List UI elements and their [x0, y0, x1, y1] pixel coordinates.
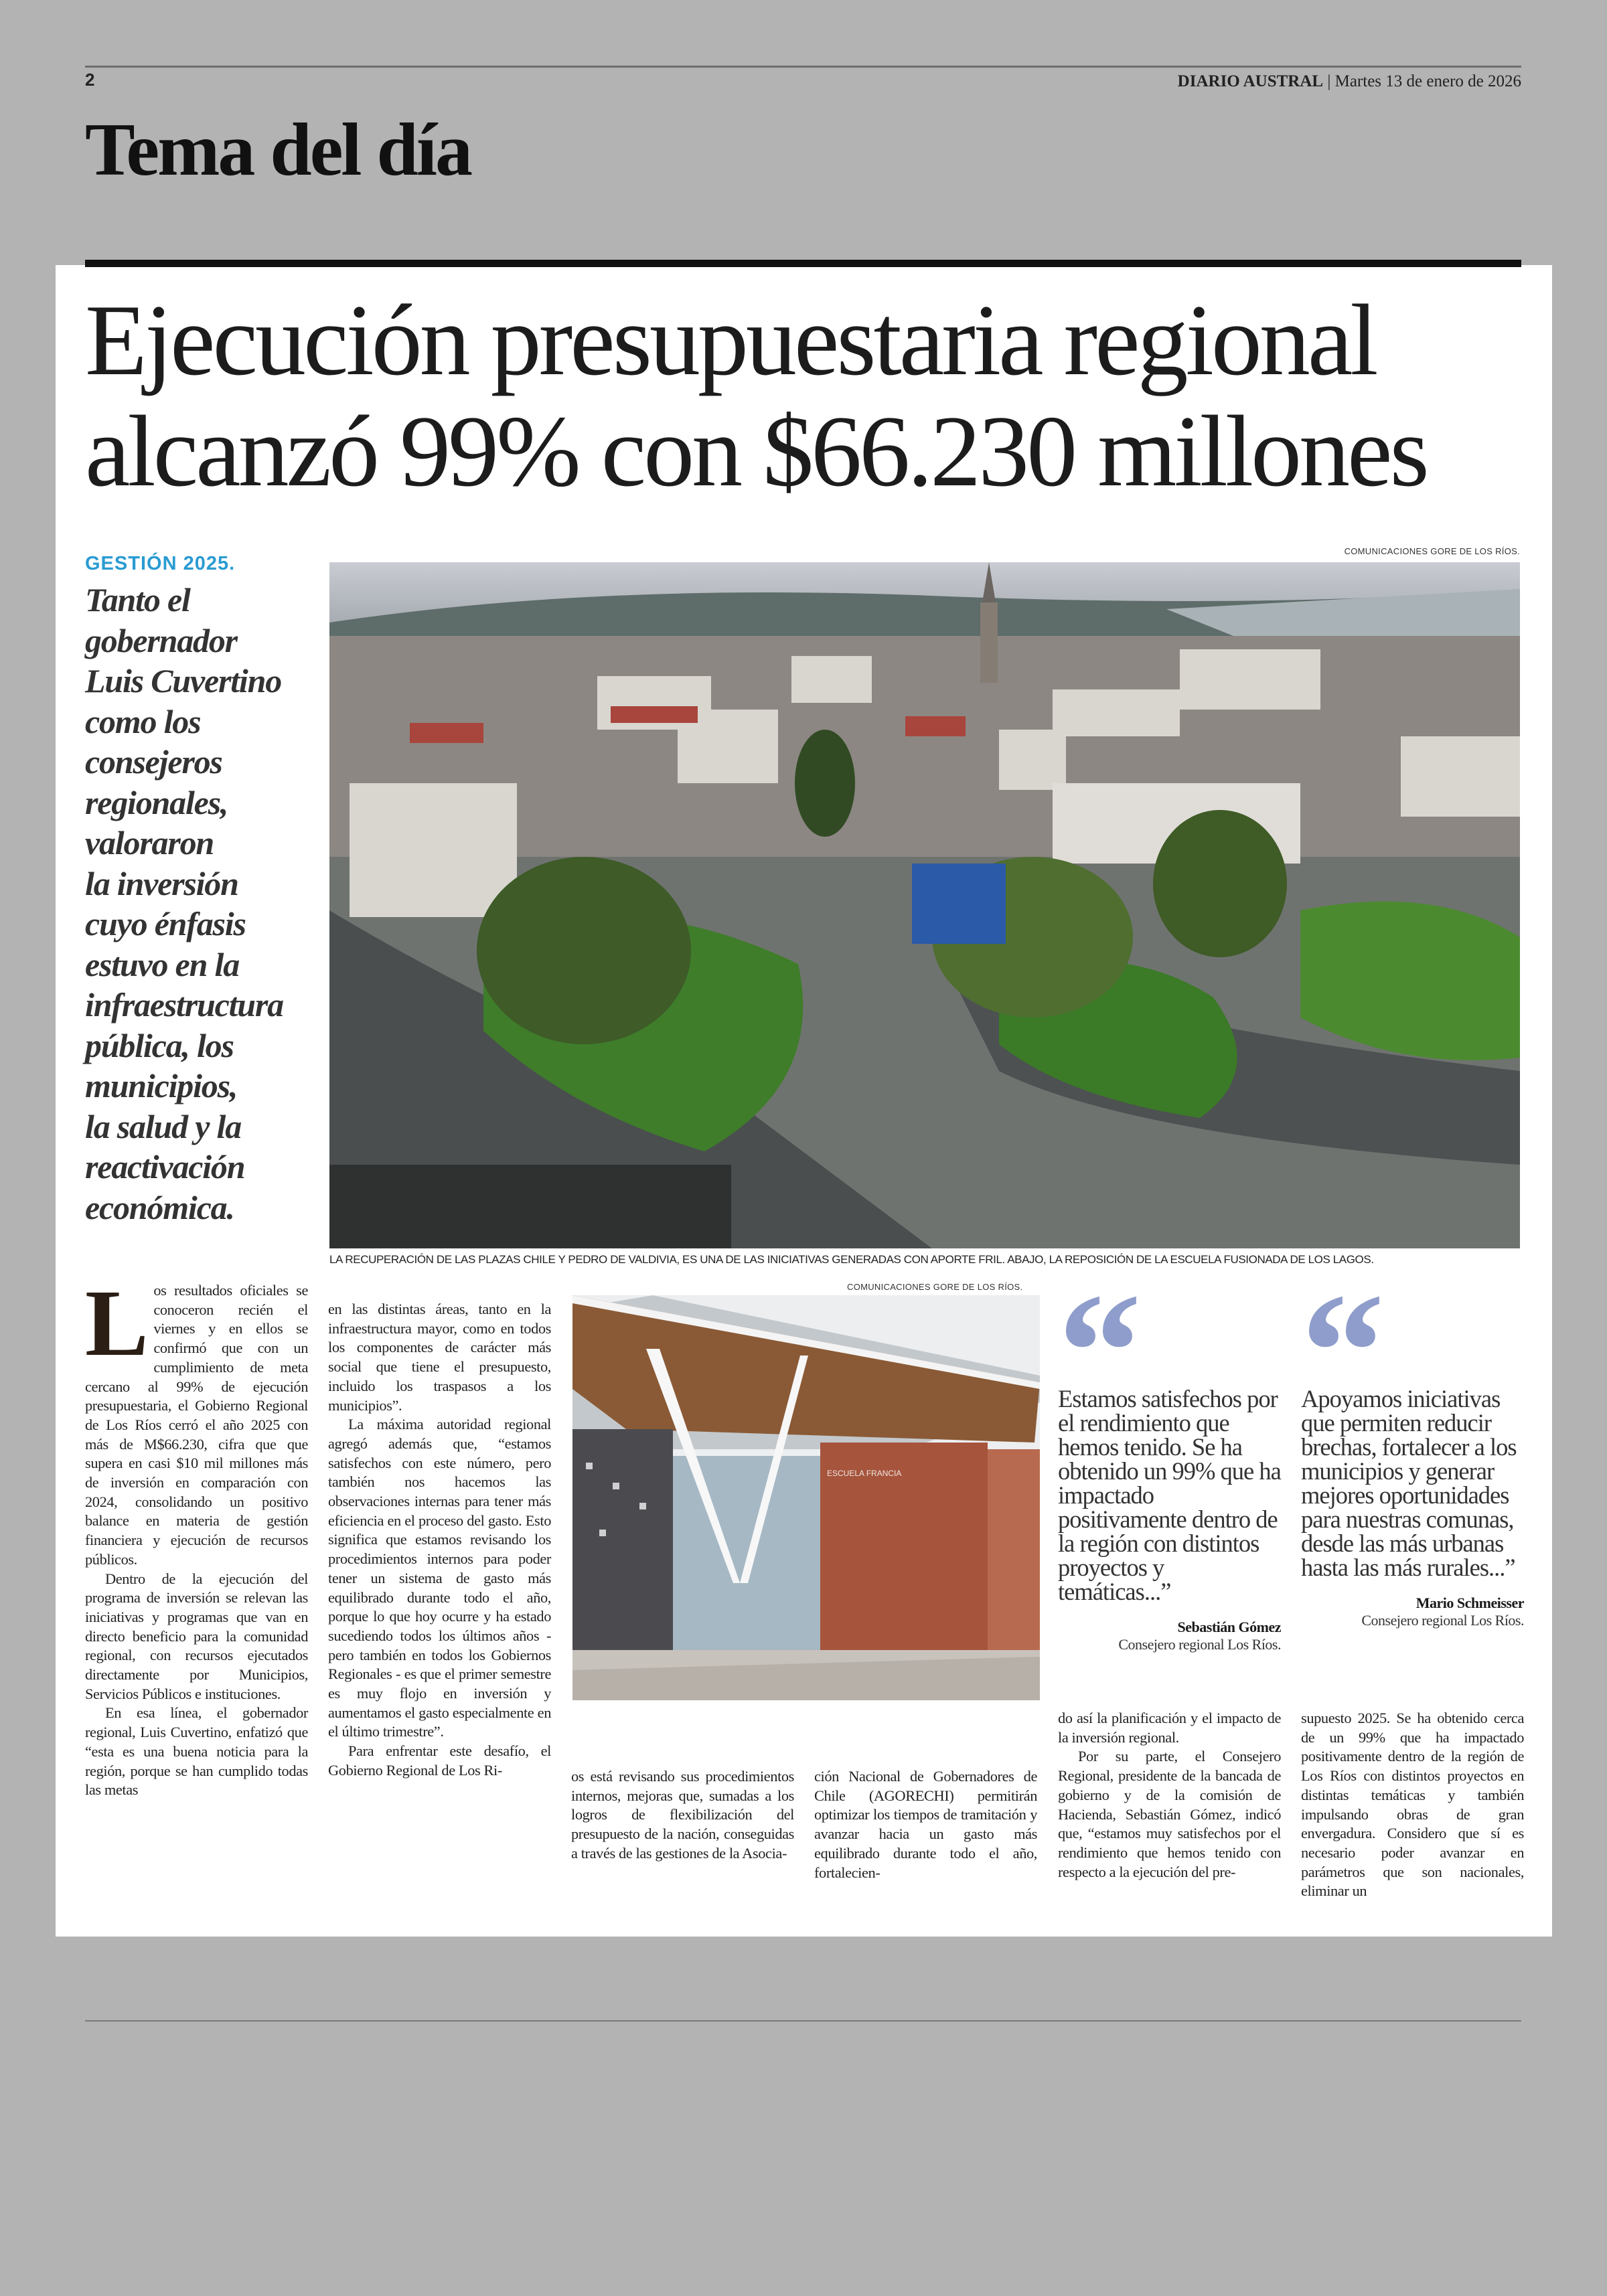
- deck: [85, 580, 326, 1228]
- kicker: GESTIÓN 2025.: [85, 553, 236, 574]
- masthead: [1178, 72, 1521, 91]
- quote-mark-icon: [1058, 1292, 1281, 1372]
- section-title: Tema del día: [85, 108, 471, 191]
- photo-credit: COMUNICACIONES GORE DE LOS RÍOS.: [1344, 546, 1520, 556]
- separator: |: [1327, 72, 1331, 90]
- body-paragraph: ción Nacional de Gobernadores de Chile (AGORECHI) permitirán optimizar los tiempos de tramitación y avanzar hacia un gasto más equilibrado durante todo el año, fortalecien-: [814, 1768, 1037, 1881]
- body-column-1: [85, 1270, 308, 1800]
- body-column-2: [328, 1300, 551, 1781]
- deck-line: estuvo en la: [85, 945, 240, 983]
- body-column-6: [1301, 1709, 1524, 1901]
- body-column-4: [814, 1767, 1037, 1882]
- quote-author-role: Consejero regional Los Ríos.: [1361, 1612, 1524, 1629]
- headline-line: Ejecución presupuestaria regional: [85, 284, 1376, 396]
- top-rule: [85, 66, 1521, 68]
- deck-line: reactivación: [85, 1148, 245, 1185]
- headline-rule: [85, 260, 1521, 267]
- quote-author-role: Consejero regional Los Ríos.: [1118, 1636, 1281, 1653]
- quote-text: Estamos satisfechos por el rendimiento que hemos tenido. Se ha obtenido un 99% que ha impactado positivamente dentro de la región con distintos proyectos y temáticas...”: [1058, 1385, 1281, 1605]
- body-paragraph: os está revisando sus procedimientos internos, mejoras que, sumadas a los logros de flexibilización del presupuesto de la nación, conseguidas a través de las gestiones de la Asocia-: [571, 1768, 794, 1862]
- body-paragraph: La máxima autoridad regional agregó además que, “estamos satisfechos con este número, pero también nos hacemos las observaciones internas para tener más eficiencia en el proceso del gasto. Esto significa que estamos revisando los procedimientos internos para poder tener un sistema de gasto más equilibrado durante todo el año, porque lo que hoy ocurre y ha estado sucediendo todos los últimos años - pero también en todos los Gobiernos Regionales - es que el primer semestre es muy flojo en inversión y aumentamos el gasto especialmente en el último trimestre”.: [328, 1416, 551, 1740]
- pull-quote: [1058, 1292, 1281, 1653]
- deck-line: cuyo énfasis: [85, 905, 246, 942]
- quote-author: Sebastián Gómez: [1177, 1619, 1281, 1635]
- body-paragraph: Por su parte, el Consejero Regional, presidente de la bancada de gobierno y de la comisión de Hacienda, Sebastián Gómez, indicó que, “estamos muy satisfechos por el rendimiento que hemos tenido con respecto a la ejecución del pre-: [1058, 1748, 1281, 1880]
- deck-line: la inversión: [85, 864, 238, 902]
- deck-line: Luis Cuvertino: [85, 662, 281, 700]
- deck-line: regionales,: [85, 783, 228, 821]
- drop-cap: L: [85, 1270, 149, 1376]
- deck-line: Tanto el: [85, 581, 190, 619]
- deck-line: gobernador: [85, 621, 237, 659]
- school-building-photo: [572, 1295, 1040, 1700]
- quote-author: Mario Schmeisser: [1415, 1594, 1524, 1611]
- body-text: os resultados oficiales se conoceron recién el viernes y en ellos se confirmó que con un cumplimiento de meta cercano al 99% de ejecución presupuestaria, el Gobierno Regional de Los Ríos cerró el año 2025 con más de M$66.230, cifra que que supera en casi $10 mil millones más de inversión en comparación con 2024, consolidando un positivo balance en materia de gestión financiera y ejecución de recursos públicos.: [85, 1282, 308, 1568]
- quote-mark-icon: [1301, 1292, 1524, 1372]
- body-paragraph: En esa línea, el gobernador regional, Luis Cuvertino, enfatizó que “esta es una buena noticia para la región, porque se han cumplido todas las metas: [85, 1704, 308, 1799]
- page-number: 2: [85, 70, 95, 90]
- publication-name: DIARIO AUSTRAL: [1177, 72, 1324, 90]
- body-paragraph: en las distintas áreas, tanto en la infraestructura mayor, como en todos los componentes de carácter más social que tiene el presupuesto, incluido los traspasos a los municipios”.: [328, 1301, 551, 1414]
- body-paragraph: supuesto 2025. Se ha obtenido cerca de un 99% que ha impactado positivamente dentro de la región de Los Ríos con distintos proyectos en distintas temáticas y también impulsando obras de gran envergadura. Considero que sí es necesario poder avanzar en parámetros que son nacionales, eliminar un: [1301, 1710, 1524, 1900]
- body-column-3: [571, 1767, 794, 1864]
- deck-line: como los: [85, 702, 201, 740]
- deck-line: valoraron: [85, 824, 214, 862]
- school-sign: ESCUELA FRANCIA: [827, 1469, 902, 1478]
- deck-line: la salud y la: [85, 1107, 242, 1145]
- deck-line: económica.: [85, 1188, 234, 1226]
- body-paragraph: Dentro de la ejecución del programa de inversión se relevan las iniciativas y programas que van en directo beneficio para la comunidad regional, con recursos ejecutados directamente por Municipios, Servicios Públicos e instituciones.: [85, 1570, 308, 1702]
- headline-line: alcanzó 99% con $66.230 millones: [85, 395, 1427, 507]
- quote-text: Apoyamos iniciativas que permiten reducir brechas, fortalecer a los municipios y generar mejores oportunidades para nuestras comunas, desde las más urbanas hasta las más rurales...”: [1301, 1385, 1517, 1581]
- deck-line: pública, los: [85, 1026, 234, 1064]
- body-paragraph: do así la planificación y el impacto de la inversión regional.: [1058, 1710, 1281, 1746]
- photo-credit: COMUNICACIONES GORE DE LOS RÍOS.: [847, 1282, 1023, 1292]
- deck-line: consejeros: [85, 743, 222, 781]
- issue-date: Martes 13 de enero de 2026: [1334, 72, 1521, 90]
- deck-line: municipios,: [85, 1067, 238, 1104]
- headline: [85, 284, 1427, 507]
- bottom-rule: [85, 2020, 1521, 2022]
- photo-caption: LA RECUPERACIÓN DE LAS PLAZAS CHILE Y PEDRO DE VALDIVIA, ES UNA DE LAS INICIATIVAS GENERADAS CON APORTE FRIL. ABAJO, LA REPOSICIÓN DE LA ESCUELA FUSIONADA DE LOS LAGOS.: [329, 1253, 1374, 1266]
- pull-quote: [1301, 1292, 1524, 1629]
- body-column-5: [1058, 1709, 1281, 1882]
- body-paragraph: Para enfrentar este desafío, el Gobierno Regional de Los Ri-: [328, 1742, 551, 1779]
- aerial-plaza-photo: [329, 562, 1520, 1248]
- deck-line: infraestructura: [85, 986, 283, 1023]
- body-paragraph: [85, 1270, 308, 1570]
